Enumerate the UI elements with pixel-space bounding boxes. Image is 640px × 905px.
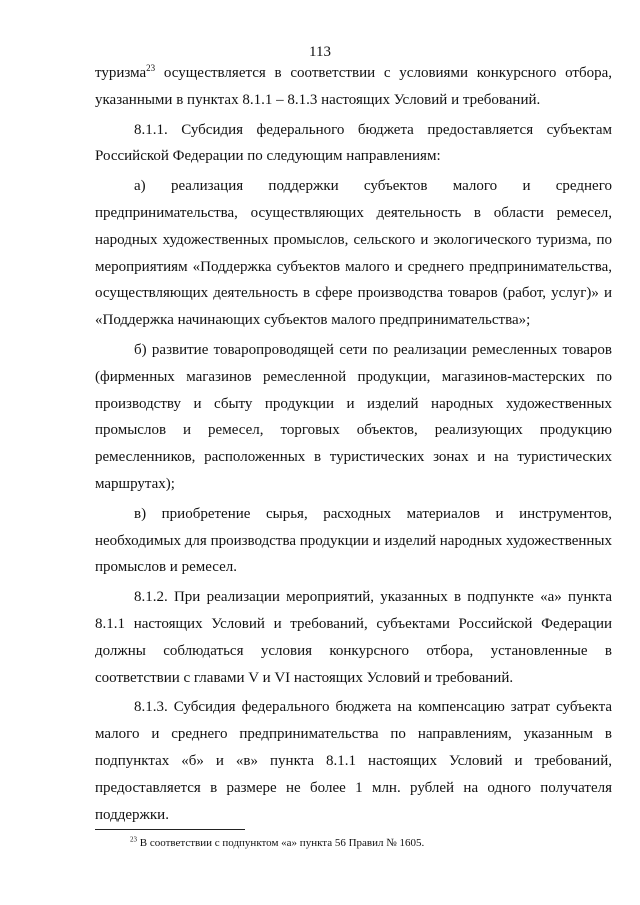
- list-item-a: а) реализация поддержки субъектов малого и среднего предпринимательства, осуществляющих деятельность в области ремесел, народных художественных промыслов, сельского и экологического туризма, по мероприятиям «Поддержка субъектов малого и среднего предпринимательства, осуществляющих деятельность в сфере производства товаров (работ, услуг)» и «Поддержка начинающих субъектов малого предпринимательства»;: [95, 178, 612, 329]
- footnote-marker: 23: [130, 835, 137, 844]
- paragraph-text: туризма: [95, 65, 147, 81]
- footnote-separator: [95, 829, 245, 830]
- paragraph-8-1-3: 8.1.3. Субсидия федерального бюджета на компенсацию затрат субъекта малого и среднего предпринимательства по направлениям, указанным в подпунктах «б» и «в» пункта 8.1.1 настоящих Условий и требований, предоставляется в размере не более 1 млн. рублей на одного получателя поддержки.: [95, 699, 612, 823]
- page-number: 113: [309, 44, 331, 60]
- list-item-b: б) развитие товаропроводящей сети по реализации ремесленных товаров (фирменных магазинов ремесленной продукции, магазинов-мастерских по производству и сбыту продукции и изделий народных художественных промыслов и ремесел, торговых объектов, реализующих продукцию ремесленников, расположенных в туристических зонах и на туристических маршрутах);: [95, 341, 612, 492]
- paragraph-8-1-1: 8.1.1. Субсидия федерального бюджета предоставляется субъектам Российской Федерации по следующим направлениям:: [95, 121, 612, 165]
- paragraph-continuation: [95, 60, 612, 114]
- footnote: [130, 836, 424, 850]
- body-text: [95, 60, 612, 828]
- footnote-text: В соответствии с подпунктом «а» пункта 56 Правил № 1605.: [137, 837, 425, 849]
- paragraph-text: осуществляется в соответствии с условиями конкурсного отбора, указанными в пунктах 8.1.1 – 8.1.3 настоящих Условий и требований.: [95, 65, 612, 108]
- footnote-reference[interactable]: 23: [146, 63, 156, 73]
- list-item-v: в) приобретение сырья, расходных материалов и инструментов, необходимых для производства продукции и изделий народных художественных промыслов и ремесел.: [95, 505, 612, 576]
- paragraph-8-1-2: 8.1.2. При реализации мероприятий, указанных в подпункте «а» пункта 8.1.1 настоящих Условий и требований, субъектами Российской Федерации должны соблюдаться условия конкурсного отбора, установленные в соответствии с главами V и VI настоящих Условий и требований.: [95, 589, 612, 686]
